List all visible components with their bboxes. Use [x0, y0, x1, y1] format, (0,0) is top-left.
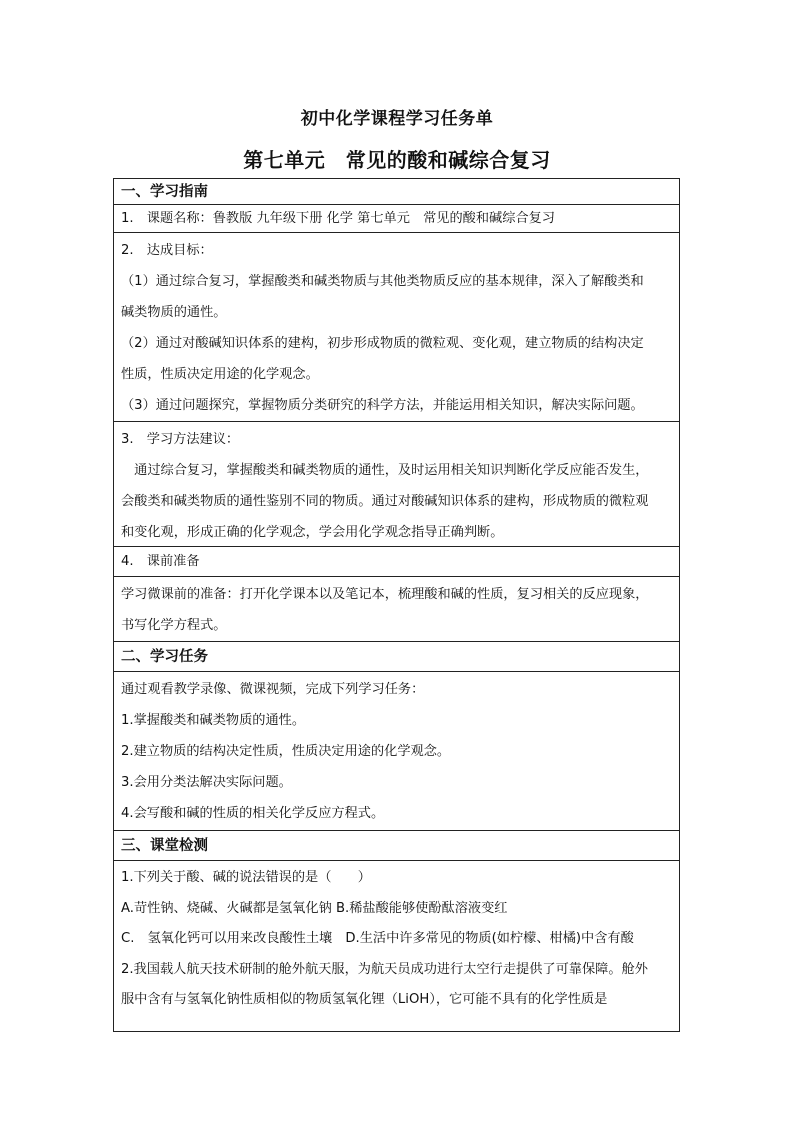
check-heading-row	[114, 831, 679, 861]
method-line-2: 会酸类和碱类物质的通性鉴别不同的物质。通过对酸碱知识体系的建构，形成物质的微粒观	[121, 494, 649, 509]
question-2-line-2: 服中含有与氢氧化钠性质相似的物质氢氧化锂（LiOH），它可能不具有的化学性质是	[121, 992, 608, 1007]
guide-heading: 一、学习指南	[121, 184, 208, 200]
goals-section	[114, 233, 679, 422]
tasks-section	[114, 672, 679, 831]
course-name-row	[114, 205, 679, 233]
goals-label: 2. 达成目标：	[121, 243, 213, 258]
task-item: 3.会用分类法解决实际问题。	[121, 775, 292, 790]
goal-2-line-1: （2）通过对酸碱知识体系的建构，初步形成物质的微粒观、变化观，建立物质的结构决定	[121, 336, 644, 351]
question-1-options-cd: C. 氢氧化钙可以用来改良酸性土壤 D.生活中许多常见的物质(如柠檬、柑橘)中含有酸	[121, 931, 634, 946]
task-item: 1.掌握酸类和碱类物质的通性。	[121, 713, 306, 728]
prep-label: 4. 课前准备	[121, 554, 200, 569]
task-item: 4.会写酸和碱的性质的相关化学反应方程式。	[121, 806, 385, 821]
question-1-options-ab: A.苛性钠、烧碱、火碱都是氢氧化钠 B.稀盐酸能够使酚酞溶液变红	[121, 900, 508, 916]
goal-3: （3）通过问题探究，掌握物质分类研究的科学方法，并能运用相关知识，解决实际问题。	[121, 398, 644, 413]
question-1: 1.下列关于酸、碱的说法错误的是（ ）	[121, 870, 371, 885]
goal-1-line-1: （1）通过综合复习，掌握酸类和碱类物质与其他类物质反应的基本规律，深入了解酸类和	[121, 274, 644, 289]
method-label: 3. 学习方法建议：	[121, 432, 240, 447]
guide-heading-row	[114, 179, 679, 205]
tasks-heading: 二、学习任务	[121, 649, 208, 665]
task-item: 2.建立物质的结构决定性质，性质决定用途的化学观念。	[121, 744, 451, 759]
goal-1-line-2: 碱类物质的通性。	[121, 305, 227, 320]
question-2-line-1: 2.我国载人航天技术研制的舱外航天服，为航天员成功进行太空行走提供了可靠保障。舱外	[121, 961, 648, 977]
prep-line-1: 学习微课前的准备：打开化学课本以及笔记本，梳理酸和碱的性质，复习相关的反应现象，	[121, 587, 649, 602]
tasks-heading-row	[114, 642, 679, 672]
task-sheet-table	[113, 178, 680, 1032]
check-heading: 三、课堂检测	[121, 838, 208, 854]
prep-line-2: 书写化学方程式。	[121, 618, 227, 633]
prep-section	[114, 577, 679, 642]
goal-2-line-2: 性质，性质决定用途的化学观念。	[121, 367, 319, 382]
method-section	[114, 422, 679, 547]
course-name: 1. 课题名称：鲁教版 九年级下册 化学 第七单元 常见的酸和碱综合复习	[121, 211, 555, 226]
prep-label-row	[114, 547, 679, 577]
tasks-intro: 通过观看教学录像、微课视频，完成下列学习任务：	[121, 682, 425, 697]
document-title: 初中化学课程学习任务单	[300, 109, 494, 129]
check-section	[114, 861, 679, 1031]
method-line-3: 和变化观，形成正确的化学观念，学会用化学观念指导正确判断。	[121, 525, 504, 540]
document-subtitle: 第七单元 常见的酸和碱综合复习	[243, 148, 551, 172]
method-line-1: 通过综合复习，掌握酸类和碱类物质的通性，及时运用相关知识判断化学反应能否发生，	[121, 463, 649, 478]
